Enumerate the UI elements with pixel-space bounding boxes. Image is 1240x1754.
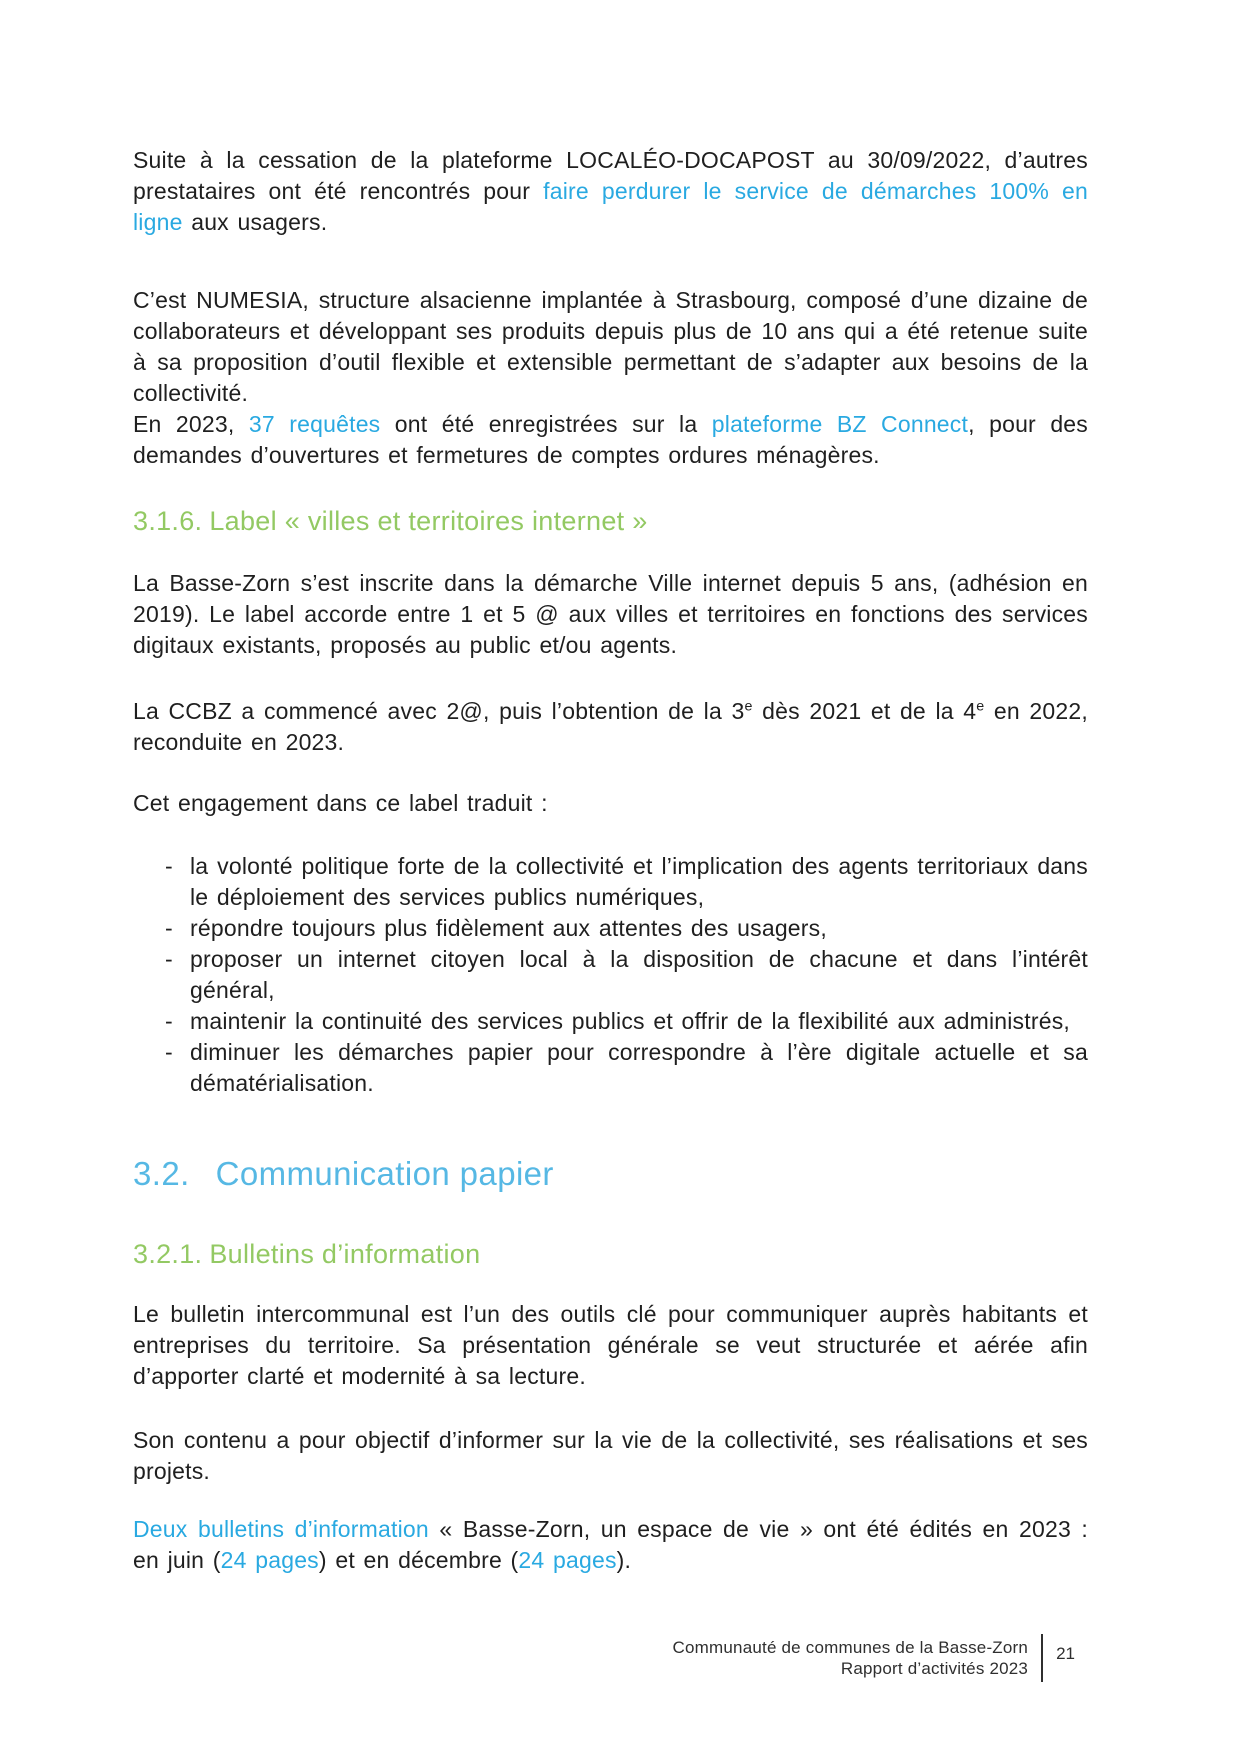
body-text: Suite à la cessation de la plateforme LOCALÉO-DOCAPOST au 30/09/2022, d’autres prestataires ont été rencontrés pour <box>133 147 1088 204</box>
body-text: En 2023, <box>133 411 249 437</box>
body-text: ont été enregistrées sur la <box>380 411 712 437</box>
section-label: Label « villes et territoires internet » <box>209 506 648 536</box>
list-item-text: diminuer les démarches papier pour correspondre à l’ère digitale actuelle et sa dématérialisation. <box>190 1039 1088 1096</box>
body-text: « Basse-Zorn, un espace de vie » ont été édités en 2023 : en juin ( <box>133 1516 1088 1573</box>
paragraph-bulletin-contenu <box>133 1425 1088 1487</box>
body-text: ). <box>616 1547 632 1573</box>
bullet-dash: - <box>165 1039 173 1065</box>
content-area <box>133 0 1088 1576</box>
body-text: La CCBZ a commencé avec 2@, puis l’obtention de la 3 <box>133 698 745 724</box>
footer-line-organisation: Communauté de communes de la Basse-Zorn <box>672 1637 1029 1657</box>
list-item-text: répondre toujours plus fidèlement aux attentes des usagers, <box>190 915 827 941</box>
emphasis-link-text: Deux bulletins d’information <box>133 1516 429 1542</box>
list-item <box>133 1037 1088 1099</box>
paragraph-localeo <box>133 145 1088 238</box>
body-text: Son contenu a pour objectif d’informer sur la vie de la collectivité, ses réalisations et ses projets. <box>133 1427 1088 1484</box>
paragraph-engagement-intro <box>133 788 1088 819</box>
bullet-dash: - <box>165 915 173 941</box>
body-text: Cet engagement dans ce label traduit : <box>133 790 548 816</box>
emphasis-link-text: 24 pages <box>518 1547 617 1573</box>
superscript-text: e <box>744 698 753 715</box>
bullet-dash: - <box>165 1008 173 1034</box>
body-text: C’est NUMESIA, structure alsacienne implantée à Strasbourg, composé d’une dizaine de collaborateurs et développant ses produits depuis plus de 10 ans qui a été retenue suite à sa proposition d’outil flexible et extensible permettant de s’adapter aux besoins de la collectivité. <box>133 287 1088 406</box>
section-number: 3.2.1. <box>133 1239 203 1269</box>
list-item <box>133 913 1088 944</box>
section-label: Communication papier <box>215 1155 554 1192</box>
body-text: Le bulletin intercommunal est l’un des outils clé pour communiquer auprès habitants et entreprises du territoire. Sa présentation générale se veut structurée et aérée afin d’apporter clarté et modernité à sa lecture. <box>133 1301 1088 1389</box>
paragraph-numesia <box>133 285 1088 409</box>
page-number: 21 <box>1056 1644 1075 1663</box>
footer-text <box>673 1637 1029 1680</box>
list-item-text: proposer un internet citoyen local à la disposition de chacune et dans l’intérêt général, <box>190 946 1088 1003</box>
paragraph-bulletins-edites <box>133 1514 1088 1576</box>
section-heading-3-2-1 <box>133 1235 1088 1273</box>
emphasis-link-text: plateforme BZ Connect <box>711 411 969 437</box>
body-text: aux usagers. <box>182 209 328 235</box>
paragraph-ccbz-label <box>133 696 1088 758</box>
bullet-dash: - <box>165 946 173 972</box>
bullet-list <box>133 851 1088 1099</box>
section-heading-3-1-6 <box>133 501 1088 541</box>
paragraph-bz-connect <box>133 409 1088 471</box>
emphasis-link-text: faire perdurer le service de démarches 100% en ligne <box>133 178 1088 235</box>
emphasis-link-text: 24 pages <box>220 1547 319 1573</box>
body-text: La Basse-Zorn s’est inscrite dans la démarche Ville internet depuis 5 ans, (adhésion en 2019). Le label accorde entre 1 et 5 @ aux villes et territoires en fonctions des services digitaux existants, proposés au public et/ou agents. <box>133 570 1088 658</box>
list-item <box>133 851 1088 913</box>
section-number: 3.2. <box>133 1155 190 1192</box>
footer-divider <box>1041 1634 1043 1682</box>
page-footer <box>673 1634 1075 1682</box>
emphasis-link-text: 37 requêtes <box>248 411 381 437</box>
bullet-dash: - <box>165 853 173 879</box>
footer-line-report: Rapport d’activités 2023 <box>840 1659 1029 1678</box>
list-item <box>133 944 1088 1006</box>
list-item-text: la volonté politique forte de la collectivité et l’implication des agents territoriaux dans le déploiement des services publics numériques, <box>190 853 1088 910</box>
section-label: Bulletins d’information <box>209 1239 481 1269</box>
section-heading-3-2 <box>133 1151 1088 1197</box>
paragraph-bulletin-intro <box>133 1299 1088 1392</box>
paragraph-ville-internet <box>133 568 1088 661</box>
section-number: 3.1.6. <box>133 506 203 536</box>
body-text: , pour des demandes d’ouvertures et fermetures de comptes ordures ménagères. <box>133 411 1088 468</box>
body-text: ) et en décembre ( <box>318 1547 519 1573</box>
list-item-text: maintenir la continuité des services publics et offrir de la flexibilité aux administrés, <box>190 1008 1070 1034</box>
body-text: dès 2021 et de la 4 <box>752 698 977 724</box>
superscript-text: e <box>976 698 985 715</box>
body-text: en 2022, reconduite en 2023. <box>133 698 1088 755</box>
list-item <box>133 1006 1088 1037</box>
